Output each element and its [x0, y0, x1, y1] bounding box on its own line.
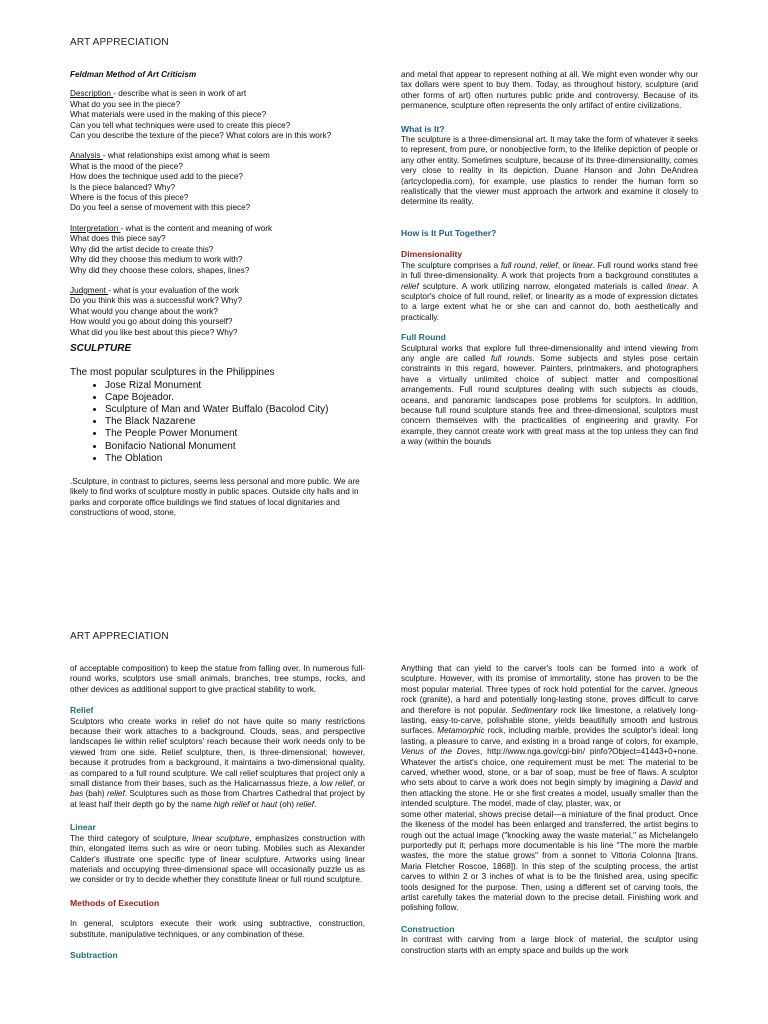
emphasis: relief — [401, 281, 419, 291]
judgment-text: - what is your evaluation of the work — [108, 285, 239, 295]
model-paragraph: some other material, shows precise detail—a miniature of the final product. Once the likeness of the model has been enlarged and transferred, the artist begins to rough out the actual image ("knocking away the waste material," as Michelangelo purportedly put it; perhaps more documentable is his line "The more the marble wastes, the more the statue grows" from a sonnet to Vittoria Colonna [trans. Maria Fletcher Roscoe, 1868]). In this step of the sculpting process, the artist carves to within 2 or 3 inches of what is to be the finished area, using specific tools designed for the purpose. Then, using a different set of carving tools, the artist carefully takes the material down to the precise detail. Finishing work and polishing follow. — [401, 809, 698, 913]
emphasis: relief — [539, 260, 558, 270]
question: What materials were used in the making of this piece? — [70, 110, 267, 120]
list-item: • Bonifacio National Monument — [105, 441, 365, 453]
emphasis: full round — [500, 260, 535, 270]
list-item: • Jose Rizal Monument — [105, 380, 365, 392]
continuation-paragraph: of acceptable composition) to keep the statue from falling over. In numerous full-round works, sculptors use small animals, branches, tree stumps, rocks, and other devices as additional support to give practical stability to work. — [70, 664, 365, 694]
question: What is the mood of the piece? — [70, 161, 183, 171]
continuation-paragraph: and metal that appear to represent nothing at all. We might even wonder why our tax dollars were spent to buy them. Today, as throughout history, sculpture (and other forms of art) often nurtures public pride and controversy. Because of its permanence, sculpture often represents the only artifact of entire civilizations. — [401, 70, 698, 111]
list-item: • The Black Nazarene — [105, 416, 365, 428]
question: Do you think this was a successful work? Why? — [70, 296, 243, 306]
text-run: rock, including marble, provides the sculptor's ideal: long lasting, a pleasure to carve, and existing in a broad range of colors, for example, — [401, 726, 698, 746]
list-item: • Sculpture of Man and Water Buffalo (Bacolod City) — [105, 404, 365, 416]
emphasis: low relief — [320, 779, 353, 789]
question: What does this piece say? — [70, 234, 166, 244]
judgment-block — [70, 286, 365, 338]
text-run: . Some subjects and styles pose certain constraints in this regard, however. Painters, printmakers, and photographers have a virtually unlimited choice of subject matter and compositional arrangements. Full round sculptures dealing with such subjects as clouds, oceans, and panoramic landscapes pose problems for sculptors. In addition, because full round sculpture stands free and three-dimensional, sculptors must concern themselves with the practicalities of engineering and gravity. For example, they cannot create work with great mass at the top unless they can find a way (within the bounds — [401, 353, 699, 447]
text-run: Sculptors who create works in relief do not have quite so many restrictions because their work attaches to a background. Clouds, seas, and perspective landscapes lie within relief sculptors' reach because their work needs only to be viewed from one side. Relief sculpture, then, is three-dimensional; however, because it protrudes from a background, it maintains a two-dimensional quality, as compared to a full round sculpture. We call relief sculptures that project only a small distance from their bases, such as the Halicarnassus frieze, a — [70, 716, 365, 789]
description-intro — [70, 89, 365, 99]
question: How does the technique used add to the piece? — [70, 172, 243, 182]
methods-paragraph: In general, sculptors execute their work using subtractive, construction, substitute, manipulative techniques, or any combination of these. — [70, 919, 365, 939]
left-column — [70, 70, 365, 519]
question: Why did they choose these colors, shapes, lines? — [70, 265, 250, 275]
description-block — [70, 89, 365, 141]
interpretation-label: Interpretation — [70, 223, 121, 233]
text-run: , — [535, 260, 540, 270]
analysis-label: Analysis — [70, 151, 103, 161]
question: Do you feel a sense of movement with this piece? — [70, 203, 251, 213]
interpretation-text: - what is the content and meaning of work — [120, 223, 273, 233]
dimensionality-paragraph — [401, 261, 698, 323]
analysis-intro — [70, 151, 365, 161]
emphasis: linear sculpture — [192, 833, 250, 843]
full-round-heading: Full Round — [401, 332, 446, 343]
full-round-paragraph — [401, 344, 698, 448]
text-run: or — [249, 799, 262, 809]
emphasis: full rounds — [490, 353, 533, 363]
text-run: The sculpture comprises a — [401, 260, 501, 270]
emphasis: linear — [572, 260, 593, 270]
relief-heading: Relief — [70, 705, 94, 716]
construction-heading: Construction — [401, 923, 455, 934]
description-text: - describe what is seen in work of art — [113, 89, 247, 99]
list-item: • The People Power Monument — [105, 428, 365, 440]
text-run: rock (granite), a hard and potentially long-lasting stone, proves difficult to carve and therefore is not popular. — [401, 695, 698, 715]
text-run: (bah) — [83, 789, 107, 799]
methods-heading: Methods of Execution — [70, 897, 160, 908]
question: What do you see in the piece? — [70, 99, 181, 109]
subtraction-heading: Subtraction — [70, 949, 118, 960]
list-item: • Cape Bojeador. — [105, 392, 365, 404]
linear-paragraph — [70, 834, 365, 886]
text-run: (oh) — [277, 799, 297, 809]
text-run: . — [314, 799, 317, 809]
question: Why did the artist decide to create this? — [70, 244, 214, 254]
intro-paragraph: .Sculpture, in contrast to pictures, seems less personal and more public. We are likely to find works of sculpture mostly in public spaces. Outside city halls and in parks and corporate office buildings we find statues of local dignitaries and constructions of wood, stone, — [70, 476, 360, 518]
judgment-intro — [70, 286, 365, 296]
text-run: rock like limestone, a relatively long-lasting, easy-to-carve, polishable stone, yields beautifully smooth and lustrous surfaces. — [401, 705, 698, 736]
emphasis: Igneous — [668, 684, 698, 694]
right-column — [401, 70, 698, 448]
running-header: ART APPRECIATION — [70, 37, 169, 48]
left-column — [70, 664, 365, 961]
question: What did you like best about this piece? Why? — [70, 327, 238, 337]
what-is-it-paragraph: The sculpture is a three-dimensional art. It may take the form of whatever it seeks to represent, from pure, or nonobjective form, to the lifelike depiction of people or any other entity. Sometimes sculpture, because of its three-dimensionality, comes very close to reality in its depiction. Duane Hanson and John DeAndrea (artcyclopedia.com), for example, use plastics to render the human form so realistically that the viewer must approach the artwork and examine it closely to determine its reality. — [401, 135, 698, 207]
popular-intro: The most popular sculptures in the Philippines — [70, 367, 275, 379]
text-run: . Sculptures such as those from Chartres Cathedral that project by at least half their depth go by the name — [70, 789, 365, 809]
question: What would you change about the work? — [70, 306, 218, 316]
emphasis: relief — [106, 789, 125, 799]
running-header: ART APPRECIATION — [70, 631, 169, 642]
page-2 — [0, 600, 768, 1024]
text-run: , or — [352, 779, 365, 789]
popular-sculptures-list — [70, 380, 365, 465]
text-run: . Full round works stand free in full three-dimensionality. A work that projects from a background constitutes a — [401, 260, 698, 281]
emphasis: Venus of the Doves — [401, 747, 480, 757]
emphasis: relief — [296, 799, 315, 809]
right-column — [401, 664, 698, 956]
carving-paragraph — [401, 664, 698, 810]
emphasis: linear — [666, 281, 687, 291]
relief-paragraph — [70, 717, 365, 811]
emphasis: David — [660, 778, 682, 788]
interpretation-block — [70, 224, 365, 276]
construction-paragraph: In contrast with carving from a large block of material, the sculptor using construction starts with an empty space and builds up the work — [401, 935, 698, 955]
judgment-label: Judgment — [70, 285, 109, 295]
question: Can you tell what techniques were used to create this piece? — [70, 120, 291, 130]
emphasis: haut — [261, 799, 278, 809]
list-item: • The Oblation — [105, 453, 365, 465]
emphasis: high relief — [213, 799, 250, 809]
dimensionality-heading: Dimensionality — [401, 249, 463, 260]
question: Why did they choose this medium to work with? — [70, 255, 243, 265]
question: Can you describe the texture of the piece? What colors are in this work? — [70, 131, 332, 141]
question: Where is the focus of this piece? — [70, 193, 189, 203]
analysis-block — [70, 151, 365, 213]
text-run: , or — [557, 260, 573, 270]
emphasis: Metamorphic — [437, 726, 485, 736]
text-run: . A sculptor's choice of full round, relief, or linearity as a mode of expression dictates to a large extent what he or she can and cannot do, both aesthetically and practically. — [401, 281, 698, 322]
interpretation-intro — [70, 224, 365, 234]
analysis-text: - what relationships exist among what is seem — [102, 151, 270, 161]
text-run: The third category of sculpture, — [70, 833, 193, 843]
text-run: and then attacking the stone. He or she first creates a model, usually smaller than the intended sculpture. The model, made of clay, plaster, wax, or — [401, 778, 698, 809]
how-put-together-heading: How is It Put Together? — [401, 227, 497, 238]
text-run: , http://www.nga.gov/cgi-bin/ pinfo?Object=41443+0+none. Whatever the artist's choice, one requirement must be met: The material to be carved, whether wood, stone, or a bar of soap, must be free of flaws. A sculptor who sets about to carve a work does not begin simply by imagining a — [401, 747, 698, 788]
text-run: , emphasizes construction with thin, elongated items such as wire or neon tubing. Mobiles such as Alexander Calder's illustrate one specific type of linear sculpture. Artworks using linear materials and occupying three-dimensional space will occasionally puzzle us as we consider or try to decide whether they constitute linear or full round sculpture. — [70, 833, 365, 885]
linear-heading: Linear — [70, 822, 96, 833]
sculpture-heading: SCULPTURE — [70, 342, 132, 354]
question: How would you go about doing this yourself? — [70, 317, 233, 327]
emphasis: Sedimentary — [511, 705, 558, 715]
text-run: Anything that can yield to the carver's tools can be formed into a work of sculpture. However, with its promise of immortality, stone has proven to be the most popular material. Three types of rock hold potential for the carver. — [401, 664, 698, 694]
feldman-title: Feldman Method of Art Criticism — [70, 70, 197, 79]
text-run: Sculptural works that explore full three-dimensionality and intend viewing from any angle are called — [401, 343, 698, 363]
question: Is the piece balanced? Why? — [70, 182, 176, 192]
description-label: Description — [70, 89, 114, 99]
what-is-it-heading: What is It? — [401, 123, 445, 134]
emphasis: bas — [70, 789, 84, 799]
text-run: sculpture. A work utilizing narrow, elongated materials is called — [418, 281, 667, 291]
